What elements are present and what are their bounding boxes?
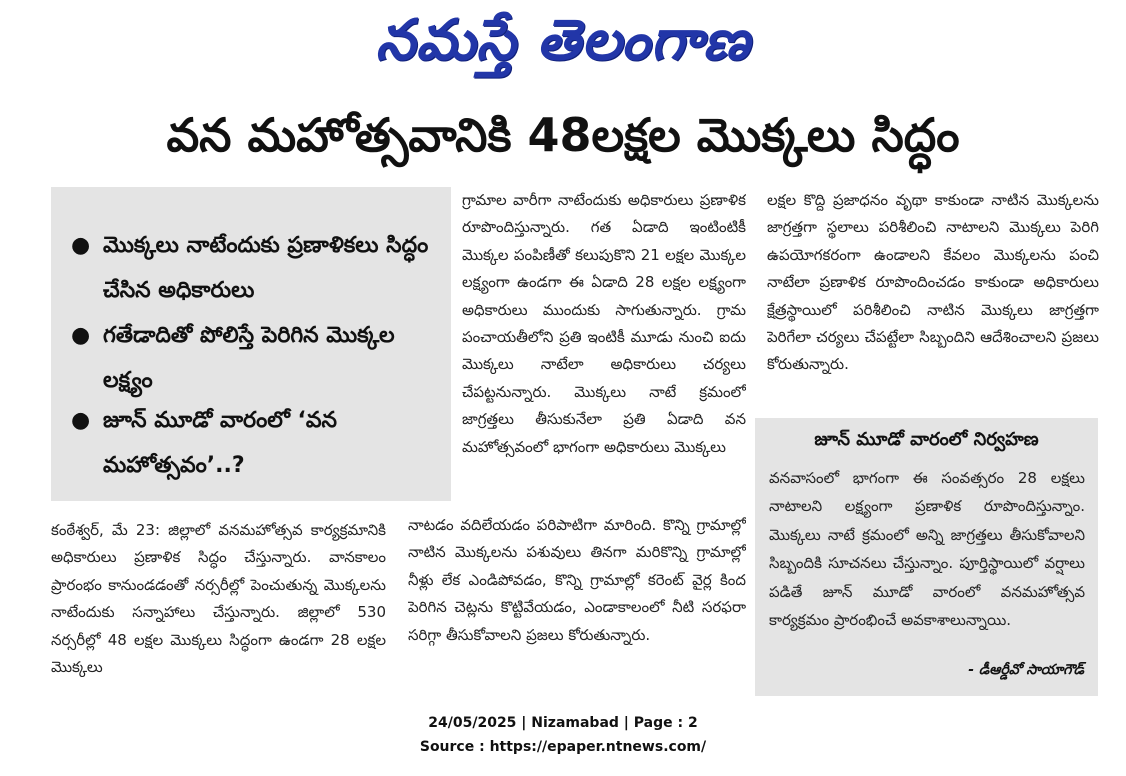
highlight-item bbox=[71, 398, 441, 488]
highlight-item bbox=[71, 313, 441, 403]
article-headline: వన మహోత్సవానికి 48లక్షల మొక్కలు సిద్ధం bbox=[166, 108, 960, 162]
bullet-icon: ● bbox=[71, 233, 91, 258]
newspaper-logo: నమస్తే తెలంగాణ bbox=[375, 8, 751, 73]
article-paragraph: గ్రామాల వారీగా నాటేందుకు అధికారులు ప్రణాళిక రూపొందిస్తున్నారు. గత ఏడాది ఇంటింటికీ మొక్కల పంపిణీతో కలుపుకొని 21 లక్షల మొక్కల లక్ష్యంగా ఉండగా ఈ ఏడాది 28 లక్షల లక్ష్యంగా అధికారులు ముందుకు సాగుతున్నారు. గ్రామ పంచాయతీలోని ప్రతి ఇంటికీ మూడు నుంచి ఐదు మొక్కలు నాటేలా అధికారులు చర్యలు చేపట్టనున్నారు. మొక్కలు నాటే క్రమంలో జాగ్రత్తలు తీసుకునేలా ప్రతి ఏడాది వన మహోత్సవంలో భాగంగా అధికారులు మొక్కలు bbox=[462, 191, 746, 456]
article-column-3-top bbox=[767, 187, 1099, 409]
footer-source: Source : https://epaper.ntnews.com/ bbox=[419, 739, 707, 755]
footer-dateline: 24/05/2025 | Nizamabad | Page : 2 bbox=[428, 715, 698, 731]
article-column-2-top bbox=[462, 187, 746, 497]
article-paragraph: లక్షల కొద్ది ప్రజాధనం వృథా కాకుండా నాటిన మొక్కలను జాగ్రత్తగా స్థలాలు పరిశీలించి నాటాలని మొక్కలు పెరిగి ఉపయోగకరంగా ఉండాలని కేవలం మొక్కలను పంచి నాటేలా ప్రణాళిక రూపొందించడం కాకుండా అధికారులు క్షేత్రస్థాయిలో పరిశీలించి నాటిన మొక్కలు జాగ్రత్తగా పెరిగేలా చర్యలు చేపట్టేలా సిబ్బందిని ఆదేశించాలని ప్రజలు కోరుతున్నారు. bbox=[767, 191, 1099, 374]
bullet-icon: ● bbox=[71, 323, 91, 348]
highlight-text: మొక్కలు నాటేందుకు ప్రణాళికలు సిద్ధం చేసిన అధికారులు bbox=[103, 233, 429, 303]
sidebox-title: జూన్ మూడో వారంలో నిర్వహణ bbox=[814, 429, 1039, 450]
article-paragraph: కంఠేశ్వర్, మే 23: జిల్లాలో వనమహోత్సవ కార్యక్రమానికి అధికారులు ప్రణాళిక సిద్ధం చేస్తున్నారు. వానకాలం ప్రారంభం కానుండడంతో నర్సరీల్లో పెంచుతున్న మొక్కలను నాటేందుకు సన్నాహాలు చేస్తున్నారు. జిల్లాలో 530 నర్సరీల్లో 48 లక్షల మొక్కలు సిద్ధంగా ఉండగా 28 లక్షల మొక్కలు bbox=[51, 521, 386, 677]
article-column-1 bbox=[51, 517, 386, 689]
sidebox-signature: - డీఆర్డీవో సాయాగౌడ్ bbox=[968, 662, 1084, 678]
article-paragraph: నాటడం వదిలేయడం పరిపాటిగా మారింది. కొన్ని గ్రామాల్లో నాటిన మొక్కలను పశువులు తినగా మరికొన్ని గ్రామాల్లో నీళ్లు లేక ఎండిపోవడం, కొన్ని గ్రామాల్లో కరెంట్ వైర్ల కింద పెరిగిన చెట్లను కొట్టివేయడం, ఎండాకాలంలో నీటి సరఫరా సరిగ్గా తీసుకోవాలని ప్రజలు కోరుతున్నారు. bbox=[408, 516, 746, 644]
highlight-text: జూన్ మూడో వారంలో ‘వన మహోత్సవం’..? bbox=[103, 408, 337, 478]
highlight-item bbox=[71, 223, 441, 313]
quote-sidebox bbox=[755, 418, 1098, 696]
bullet-icon: ● bbox=[71, 408, 91, 433]
highlight-text: గతేడాదితో పోలిస్తే పెరిగిన మొక్కల లక్ష్యం bbox=[103, 323, 395, 393]
highlights-box bbox=[51, 187, 451, 501]
sidebox-body: వనవాసంలో భాగంగా ఈ సంవత్సరం 28 లక్షలు నాటాలని లక్ష్యంగా ప్రణాళిక రూపొందిస్తున్నాం. మొక్కలు నాటే క్రమంలో అన్ని జాగ్రత్తలు తీసుకోవాలని సిబ్బందికి సూచనలు చేస్తున్నాం. పూర్తిస్థాయిలో వర్షాలు పడితే జూన్ మూడో వారంలో వనమహోత్సవ కార్యక్రమం ప్రారంభించే అవకాశాలున్నాయి. bbox=[769, 469, 1085, 630]
article-column-2-bottom bbox=[408, 512, 746, 690]
